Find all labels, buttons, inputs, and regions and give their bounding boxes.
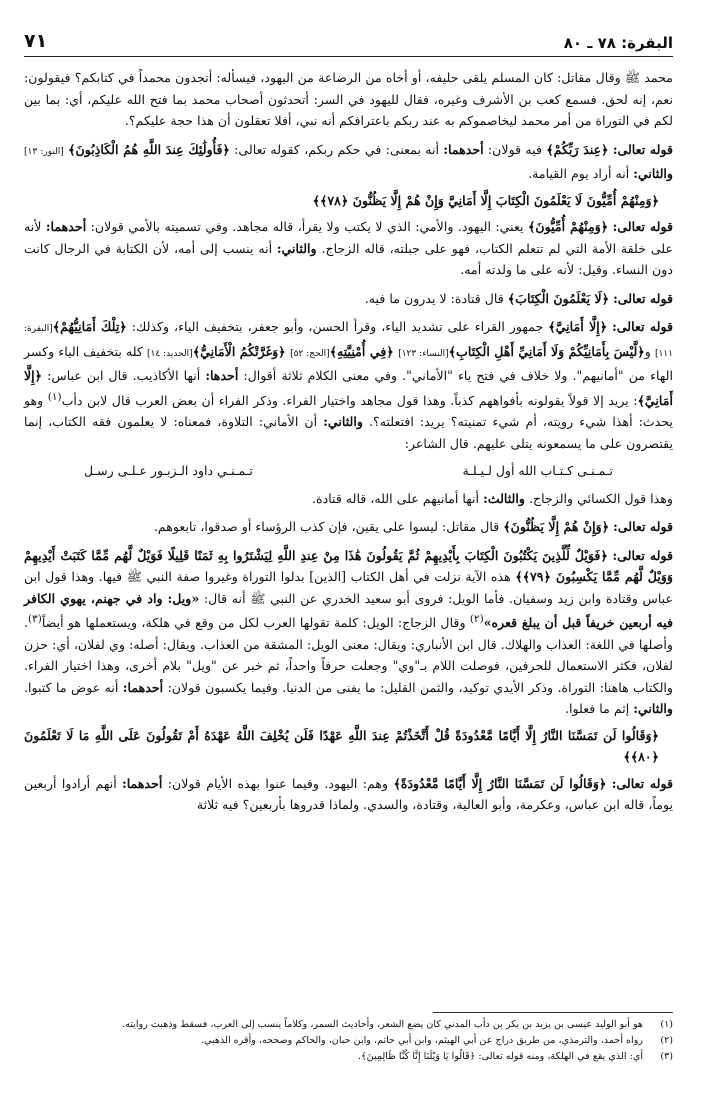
verse-reference: [النساء: ١٢٣] — [398, 348, 449, 359]
footnote-number: (٣) — [660, 1051, 673, 1062]
text: قال قتادة: لا يدرون ما فيه. — [364, 290, 508, 306]
paragraph-5 — [24, 316, 673, 454]
footnote-marker: (١) — [47, 390, 62, 403]
bold-term: أحدهما: — [45, 219, 87, 234]
bold-term: أحدهما: — [122, 679, 164, 695]
text: أنه ينسب إلى أمه، لأن الكتابة في الرجال كانت دون النساء. وقيل: لأنه على ما ولدته أمه. — [24, 240, 673, 277]
footnote-number: (١) — [660, 1019, 673, 1030]
bold-term: والثاني: — [633, 166, 673, 181]
poem-second-hemistich: تـمـنـي داود الـزبـور عـلـى رسـل — [84, 463, 253, 479]
quran-quote: ﴿لَا يَعْلَمُونَ الْكِتَابَ﴾ — [507, 290, 610, 306]
footnote — [24, 1049, 673, 1065]
quran-quote: ﴿فَأُولَٰئِكَ عِندَ اللَّهِ هُمُ الْكَاذِبُونَ﴾ — [68, 141, 230, 157]
text: أنها أمانيهم على الله، قاله قتادة. — [312, 490, 484, 506]
text: أنه بمعنى: في حكم ربكم، كقوله تعالى: — [229, 141, 444, 157]
footnote — [24, 1033, 673, 1049]
text: فيه قولان: — [483, 141, 547, 157]
quran-quote: ﴿تِلْكَ أَمَانِيُّهُمْ﴾ — [52, 319, 127, 334]
quran-quote: ﴿إِلَّا أَمَانِيَّ﴾ — [548, 319, 608, 334]
lead: قوله تعالى: — [612, 219, 673, 234]
bold-term: أحدها: — [205, 368, 239, 383]
quran-quote: ﴿وَمِنْهُمْ أُمِّيُّونَ﴾ — [527, 219, 609, 234]
text: وهذا قول الكسائي والزجاج. — [524, 490, 673, 506]
poetry-verse — [24, 454, 673, 488]
paragraph-8 — [24, 545, 673, 720]
quran-quote: ﴿إِلَّا أَمَانِيَّ﴾ — [24, 368, 673, 408]
paragraph-9 — [24, 773, 673, 816]
lead: قوله تعالى: — [612, 547, 673, 563]
quran-quote: ﴿وَغَرَّتْكُمُ الْأَمَانِيُّ﴾ — [192, 343, 291, 359]
paragraph-1: محمد ﷺ وقال مقاتل: كان المسلم يلقى حليفه، أو أخاه من الرضاعة من اليهود، فيسأله: أتجدون محمداً في كتابكم؟ فيقولون: نعم، إنه لحق. فسمع كعب بن الأشرف وغيره، فقال لليهود في السر: أتحدثون أصحاب محمد بما فتح الله عليكم، أي: بما بين لكم في التوراة من أمر محمد ليخاصموكم به عند ربكم باعترافكم أنه نبي، أفلا تعقلون أن هذا حجة عليكم؟. — [24, 70, 673, 128]
bold-term: أحدهما: — [443, 141, 484, 157]
bold-term: والثاني: — [633, 701, 673, 717]
text: قال مقاتل: ليسوا على يقين، فإن كذب الرؤساء أو صدقوا، تابعوهم. — [153, 519, 504, 535]
lead: قوله تعالى: — [612, 319, 673, 334]
text: أنه عوض ما كتبوا. — [24, 679, 123, 695]
text: يعني: اليهود. والأمي: الذي لا يكتب ولا يقرأ، قاله مجاهد. وفي تسميته بالأمي قولان: — [86, 219, 528, 234]
quran-quote: ﴿فِي أُمْنِيَّتِهِ﴾ — [329, 343, 399, 359]
verse-reference: [الحديد: ١٤] — [147, 348, 193, 359]
text: لأنه على خلقة الأمة التي لم تتعلم الكتاب، فهو على جبلته، قاله الزجاج. — [24, 219, 673, 256]
paragraph-6 — [24, 488, 673, 510]
lead: قوله تعالى: — [611, 775, 673, 791]
footnote-number: (٢) — [660, 1035, 673, 1046]
quran-quote: ﴿لَّيْسَ بِأَمَانِيِّكُمْ وَلَا أَمَانِيِّ أَهْلِ الْكِتَابِ﴾ — [448, 343, 645, 359]
main-text — [24, 57, 673, 816]
text: و — [644, 343, 655, 359]
text: جمهور القراء على تشديد الياء، وقرأ الحسن، وأبو جعفر، بتخفيف الياء، وكذلك: — [126, 319, 549, 334]
footnote-marker: (٣) — [28, 613, 42, 626]
paragraph-4 — [24, 288, 673, 310]
quran-quote: ﴿عِندَ رَبِّكُمْ﴾ — [546, 141, 609, 157]
verse-reference: [البقرة: ١١١] — [24, 324, 673, 359]
text: أنه أراد يوم القيامة. — [528, 166, 634, 181]
footnote-text: رواه أحمد، والترمذي، من طريق دراج عن أبي الهيثم، وابن أبي حاتم، وابن حبان، والحاكم وصححه، وأقره الذهبي. — [200, 1035, 643, 1046]
poem-first-hemistich: تـمـنـى كـتـاب الله أول لـيـلـة — [462, 463, 613, 479]
text: إثم ما فعلوا. — [565, 701, 634, 717]
surah-range: البقرة: ٧٨ ـ ٨٠ — [563, 34, 673, 52]
verse-reference: [النور: ١٣] — [24, 146, 64, 157]
footnote-text: هو أبو الوليد عيسى بن يزيد بن بكر بن دأب المدني كان يضع الشعر، وأحاديث السمر، وكلاماً ينسب إلى العرب، فسقط وذهبت روايته. — [122, 1019, 643, 1030]
footnote-marker: (٢) — [469, 613, 484, 626]
text: أن الأماني: التلاوة، فمعناه: لا يعلمون فقه الكتاب، إنما يقتصرون على ما يسمعونه يتلى عليهم. قال الشاعر: — [24, 414, 673, 451]
bold-term: والثاني: — [323, 414, 363, 430]
paragraph-2 — [24, 139, 673, 185]
verse-80: ﴿وَقَالُوا لَن تَمَسَّنَا النَّارُ إِلَّا أَيَّامًا مَّعْدُودَةً قُلْ أَتَّخَذْتُمْ عِندَ اللَّهِ عَهْدًا فَلَن يُخْلِفَ اللَّهُ عَهْدَهُ أَمْ تَقُولُونَ عَلَى اللَّهِ مَا لَا تَعْلَمُونَ ﴿٨٠﴾﴾ — [24, 727, 659, 765]
quran-quote: ﴿فَوَيْلٌ لِّلَّذِينَ يَكْتُبُونَ الْكِتَابَ بِأَيْدِيهِمْ ثُمَّ يَقُولُونَ هَٰذَا مِنْ عِندِ اللَّهِ لِيَشْتَرُوا بِهِ ثَمَنًا قَلِيلًا فَوَيْلٌ لَّهُم مِّمَّا كَتَبَتْ أَيْدِيهِمْ وَوَيْلٌ لَّهُم مِّمَّا يَكْسِبُونَ ﴿٧٩﴾﴾ — [24, 547, 673, 585]
verse-reference: [الحج: ٥٢] — [290, 348, 330, 359]
text: وهم: اليهود. وفيما عنوا بهذه الأيام قولان: — [162, 775, 394, 791]
text: هذه الآية نزلت في أهل الكتاب [الذين] بدلوا التوراة وغيروا صفة النبي ﷺ فيها. وهذا قول ابن عباس وقتادة وابن زيد وسفيان. فأما الويل: فروى أبو سعيد الخدري عن النبي ﷺ أنه قال: — [24, 569, 673, 606]
quran-quote: ﴿وَإِنْ هُمْ إِلَّا يَظُنُّونَ﴾ — [503, 519, 610, 535]
quran-quote: ﴿وَقَالُوا لَن تَمَسَّنَا النَّارُ إِلَّا أَيَّامًا مَّعْدُودَةً﴾ — [393, 775, 607, 791]
page-number: ٧١ — [24, 30, 48, 52]
paragraph-7 — [24, 516, 673, 538]
lead: قوله تعالى: — [613, 290, 673, 306]
text: : يريد إلا قولاً يقولونه بأفواههم كذباً. وهذا قول مجاهد واختيار الفراء. وذكر الفراء أن بعض العرب قال لابن دأب — [61, 392, 638, 408]
text: أنهم أرادوا أربعين يوماً، قاله ابن عباس، وعكرمة، وأبو العالية، وقتادة، والسدي. ولماذا قدروها بأربعين؟ فيه ثلاثة — [24, 775, 673, 813]
text: أنها الأكاذيب. قال ابن عباس: — [42, 368, 206, 383]
paragraph-3 — [24, 216, 673, 281]
bold-term: والثاني: — [276, 240, 317, 256]
text: . وأصلها في اللغة: العذاب والهلاك. قال ابن الأنباري: ويقال: معنى الويل: المشقة من العذاب. ويقال: أصله: وي لفلان، أي: حزن لفلان، فكثر الاستعمال للحرفين، فوصلت اللام بـ"وي" وجعلت حرفاً واحداً، ثم خبر عن "ويل" بلام أخرى، وهذا اختيار الفراء. والكتاب هاهنا: التوراة. وذكر الأيدي توكيد، والثمن القليل: ما يفنى من الدنيا. وفيما يكسبون قولان: — [24, 615, 674, 695]
text: وهو يحدث: أهذا شيء رويته، أم شيء تمنيته؟ يريد: افتعلته؟. — [24, 392, 673, 430]
lead: قوله تعالى: — [612, 141, 673, 157]
hadith-quote: «ويل: واد في جهنم، يهوي الكافر فيه أربعين خريفاً قبل أن يبلغ قعره» — [24, 590, 673, 631]
bold-term: والثالث: — [483, 490, 525, 506]
text: وقال الزجاج: الويل: كلمة تقولها العرب لكل من وقع في هلكة، ويستعملها هو أيضاً — [41, 615, 470, 631]
verse-78: ﴿وَمِنْهُمْ أُمِّيُّونَ لَا يَعْلَمُونَ الْكِتَابَ إِلَّا أَمَانِيَّ وَإِنْ هُمْ إِلَّا يَظُنُّونَ ﴿٧٨﴾﴾ — [312, 192, 659, 208]
bold-term: أحدهما: — [122, 775, 163, 791]
lead: قوله تعالى: — [613, 519, 673, 535]
running-header — [24, 0, 673, 57]
footnotes — [24, 1017, 673, 1065]
text: كله بتخفيف الياء وكسر الهاء من "أمانيهم". ولا خلاف في فتح ياء "الأماني". وفي معنى الكلام ثلاثة أقوال: — [24, 343, 673, 383]
footnote — [24, 1017, 673, 1033]
footnote-divider — [433, 1012, 673, 1013]
footnote-text: أي: الذي يقع في الهلكة، ومنه قوله تعالى: ﴿قَالُوا يَا وَيْلَنَا إِنَّا كُنَّا ظَالِمِينَ﴾. — [357, 1051, 643, 1062]
